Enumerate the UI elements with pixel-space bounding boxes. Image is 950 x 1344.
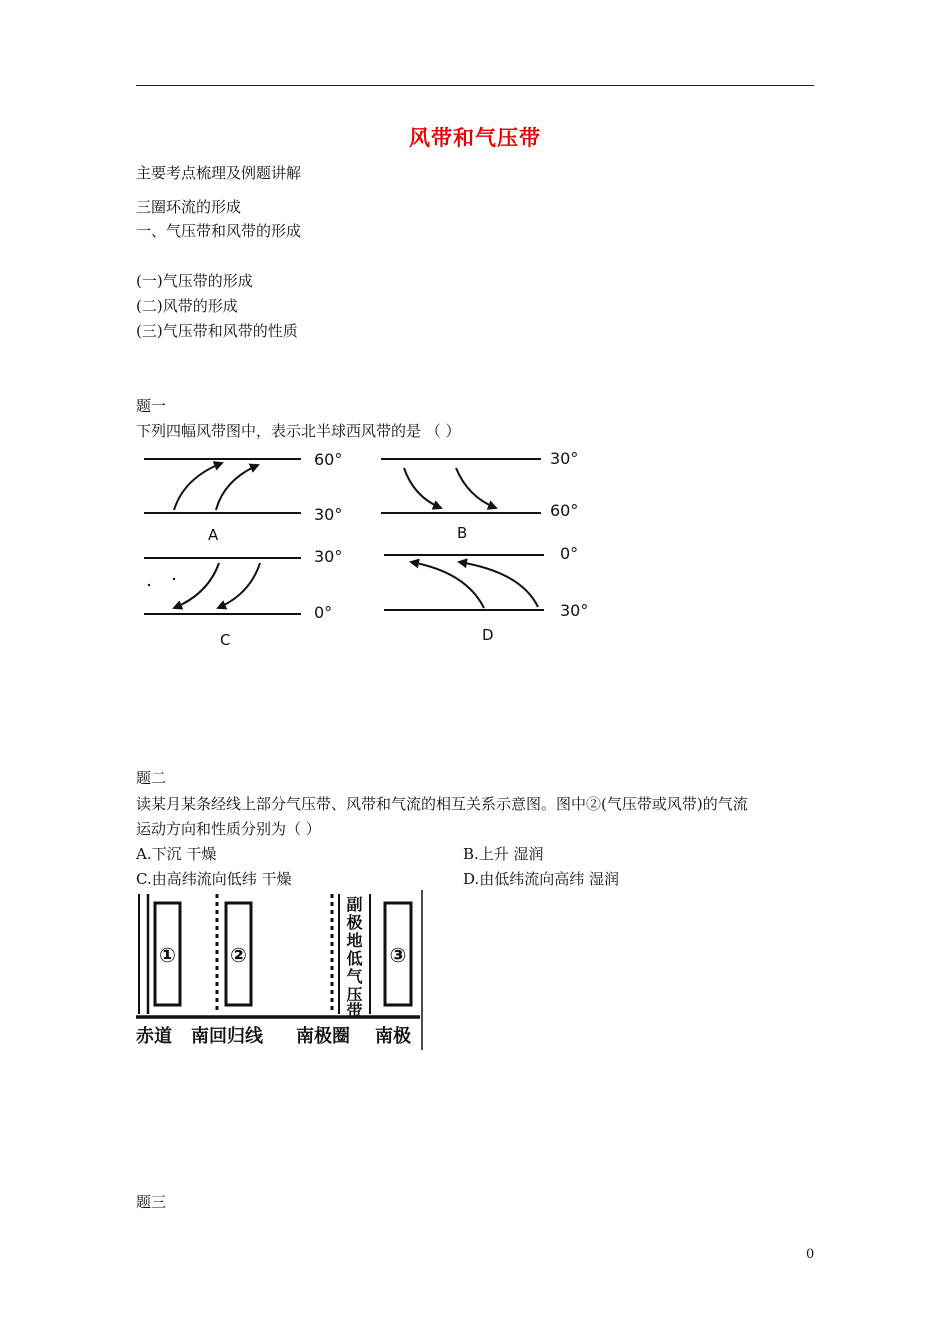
marker-3: ③: [389, 943, 407, 967]
outline-item-1: (一)气压带的形成: [136, 272, 253, 290]
q2-stem-line1: 读某月某条经线上部分气压带、风带和气流的相互关系示意图。图中②(气压带或风带)的气流: [136, 795, 748, 813]
outline-item-2: (二)风带的形成: [136, 297, 238, 315]
intro-text: 主要考点梳理及例题讲解: [136, 164, 302, 182]
panel-b-arrow-1: [404, 468, 441, 508]
section-heading: 三圈环流的形成: [136, 198, 242, 216]
q2-option-d: D.由低纬流向高纬 湿润: [463, 870, 620, 888]
panel-d-arrow-2: [459, 562, 538, 607]
page-title: 风带和气压带: [409, 125, 541, 150]
panel-d-top-lat: 0°: [560, 544, 579, 563]
q2-label: 题二: [136, 769, 167, 787]
panel-a-arrow-2: [216, 465, 258, 510]
q1-label: 题一: [136, 397, 167, 415]
marker-2: ②: [230, 943, 247, 967]
vlabel-char-1: 副: [346, 895, 363, 914]
axis-label-polar-circle: 南极圈: [296, 1026, 350, 1047]
axis-label-south-pole: 南极: [375, 1026, 411, 1047]
speck-2: [173, 578, 175, 580]
vlabel-char-5: 气: [346, 967, 363, 986]
panel-b-arrow-2: [456, 468, 496, 508]
q2-option-c: C.由高纬流向低纬 干燥: [136, 870, 292, 888]
panel-b-top-lat: 30°: [550, 449, 579, 468]
q2-pressure-belt-diagram: [134, 890, 426, 1052]
vlabel-char-2: 极: [346, 913, 363, 932]
panel-b-bottom-lat: 60°: [550, 501, 579, 520]
panel-c-arrow-1: [174, 563, 219, 608]
panel-d-bottom-lat: 30°: [560, 601, 589, 620]
panel-c-letter: C: [220, 631, 231, 649]
panel-d-arrow-1: [411, 562, 484, 608]
axis-label-tropic: 南回归线: [191, 1026, 263, 1047]
panel-c-top-lat: 30°: [314, 547, 343, 566]
q1-stem: 下列四幅风带图中，表示北半球西风带的是 （ ）: [136, 422, 461, 440]
vlabel-char-6: 压: [346, 985, 363, 1004]
q2-stem-line2: 运动方向和性质分别为（ ）: [136, 820, 321, 838]
page-number: 0: [806, 1247, 815, 1262]
panel-d-letter: D: [482, 626, 494, 644]
vlabel-char-7: 带: [346, 1001, 363, 1020]
header-rule: [136, 85, 814, 86]
vlabel-char-4: 低: [346, 949, 363, 968]
panel-a-arrow-1: [174, 463, 222, 510]
sub-heading: 一、气压带和风带的形成: [136, 222, 302, 240]
marker-1: ①: [159, 943, 176, 967]
q1-wind-belt-diagram: [136, 442, 606, 652]
panel-a-bottom-lat: 30°: [314, 505, 343, 524]
panel-a-letter: A: [208, 526, 219, 544]
speck-1: [148, 584, 150, 586]
q2-option-a: A.下沉 干燥: [136, 845, 217, 863]
axis-label-equator: 赤道: [136, 1026, 172, 1047]
outline-item-3: (三)气压带和风带的性质: [136, 322, 298, 340]
panel-b-letter: B: [457, 524, 468, 542]
q2-option-b: B.上升 湿润: [463, 845, 544, 863]
vlabel-char-3: 地: [346, 931, 363, 950]
q3-label: 题三: [136, 1193, 167, 1211]
panel-c-bottom-lat: 0°: [314, 603, 333, 622]
panel-c-arrow-2: [218, 563, 260, 608]
panel-a-top-lat: 60°: [314, 450, 343, 469]
